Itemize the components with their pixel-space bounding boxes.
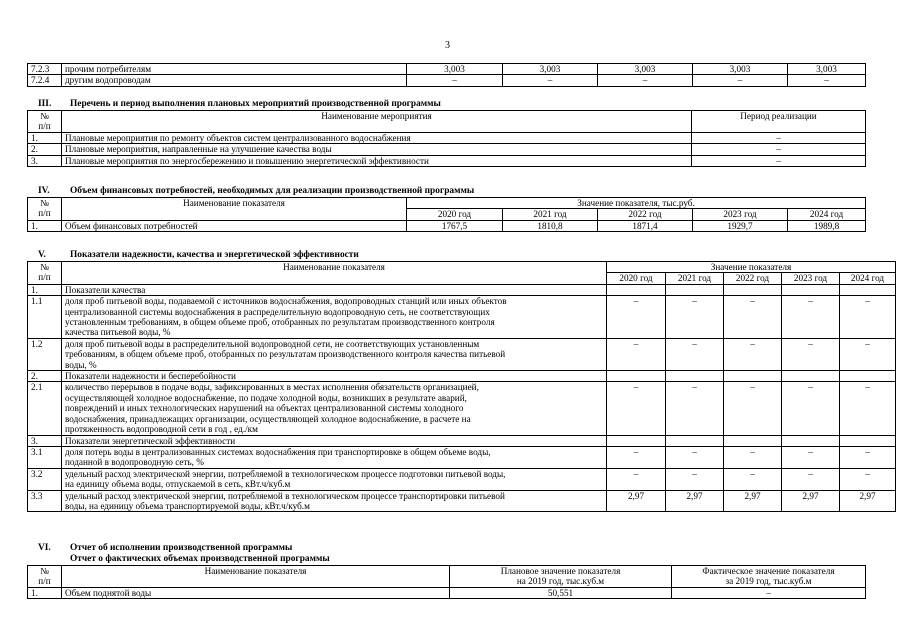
table-row [28, 284, 896, 295]
value-cell: 1989,8 [788, 220, 866, 231]
table-row [28, 338, 896, 370]
value-cell: 3,003 [693, 64, 788, 75]
section-6-subtitle [70, 554, 330, 564]
row-number: 3.2 [28, 468, 62, 490]
table-row [28, 446, 896, 468]
year-header: 2020 год [607, 273, 666, 284]
table-row [28, 468, 896, 490]
value-cell: – [503, 75, 598, 86]
value-cell [840, 371, 896, 382]
value-cell [666, 371, 724, 382]
section-title: Объем финансовых потребностей, необходимых для реализации производственной программы [70, 186, 475, 196]
value-cell [840, 284, 896, 295]
row-name: доля потерь воды в централизованных системах водоснабжения при транспортировке в общем объеме воды, поданной в водопроводную сеть, % [62, 446, 607, 468]
year-header: 2023 год [782, 273, 840, 284]
row-number: 7.2.4 [28, 75, 62, 86]
value-cell: 3,003 [503, 64, 598, 75]
value-cell: 3,003 [788, 64, 866, 75]
section-subtitle: Отчет о фактических объемах производственной программы [70, 554, 330, 564]
header-number: № п/п [28, 198, 62, 221]
row-name: другим водопроводам [62, 75, 407, 86]
value-cell: – [607, 296, 666, 339]
row-number: 2. [28, 144, 62, 155]
value-cell: 2,97 [607, 490, 666, 512]
table-row [28, 435, 896, 446]
value-cell: – [598, 75, 693, 86]
value-cell: – [693, 75, 788, 86]
value-cell: – [724, 382, 782, 435]
row-plan: 50,551 [450, 587, 672, 598]
value-cell: – [724, 338, 782, 370]
value-cell: – [724, 296, 782, 339]
row-name: прочим потребителям [62, 64, 407, 75]
row-name: доля проб питьевой воды, подаваемой с источников водоснабжения, водопроводных станций или иных объектов централизованной системы водоснабжения в распределительную водопроводную сеть, не соответствующих установленным требованиям, в общем объеме проб, отобранных по результатам производственного контроля качества питьевой воды, % [62, 296, 607, 339]
value-cell: 1871,4 [598, 220, 693, 231]
value-cell: – [782, 382, 840, 435]
row-number: 2. [28, 371, 62, 382]
year-header: 2022 год [724, 273, 782, 284]
row-number: 3.1 [28, 446, 62, 468]
header-number: № п/п [28, 262, 62, 285]
row-number: 1. [28, 284, 62, 295]
header-number: № п/п [28, 566, 62, 588]
section-number: III. [38, 99, 52, 109]
row-name: удельный расход электрической энергии, потребляемой в технологическом процессе транспортировки питьевой воды, на единицу объема транспортируемой воды, кВт.ч/куб.м [62, 490, 607, 512]
value-cell: – [724, 446, 782, 468]
row-name: Плановые мероприятия по ремонту объектов систем централизованного водоснабжения [62, 133, 692, 144]
row-name: Плановые мероприятия, направленные на улучшение качества воды [62, 144, 692, 155]
page-number: 3 [445, 40, 450, 51]
row-number: 1. [28, 133, 62, 144]
header-number: № п/п [28, 111, 62, 133]
year-header: 2024 год [788, 209, 866, 220]
value-cell: – [666, 382, 724, 435]
activities-table [27, 110, 866, 167]
value-cell: 3,003 [407, 64, 503, 75]
value-cell: 2,97 [782, 490, 840, 512]
value-cell: – [840, 296, 896, 339]
year-header: 2023 год [693, 209, 788, 220]
value-cell: – [782, 468, 840, 490]
section-title: Перечень и период выполнения плановых мероприятий производственной программы [70, 99, 441, 109]
value-cell: – [666, 296, 724, 339]
table-row [28, 490, 896, 512]
value-cell: – [607, 468, 666, 490]
section-title: Показатели надежности, качества и энергетической эффективности [70, 250, 359, 260]
row-number: 3.3 [28, 490, 62, 512]
row-name: Плановые мероприятия по энергосбережению и повышению энергетической эффективности [62, 155, 692, 166]
table-row [28, 296, 896, 339]
table-row [28, 155, 866, 166]
value-cell [666, 284, 724, 295]
value-cell [782, 435, 840, 446]
row-name: Показатели надежности и бесперебойности [62, 371, 607, 382]
value-cell: – [782, 338, 840, 370]
value-cell [782, 284, 840, 295]
header-row [28, 566, 866, 588]
table-row [28, 382, 896, 435]
section-number: V. [38, 250, 46, 260]
value-cell: – [407, 75, 503, 86]
year-header: 2020 год [407, 209, 503, 220]
table-row [28, 144, 866, 155]
value-cell: 1929,7 [693, 220, 788, 231]
table-row [28, 220, 866, 231]
row-name: Объем поднятой воды [62, 587, 450, 598]
value-cell: – [788, 75, 866, 86]
value-cell: 3,003 [598, 64, 693, 75]
value-cell: 2,97 [666, 490, 724, 512]
value-cell: 1767,5 [407, 220, 503, 231]
header-period: Период реализации [692, 111, 866, 133]
table-row [28, 75, 866, 86]
table-row [28, 64, 866, 75]
value-cell: – [666, 468, 724, 490]
table-row [28, 371, 896, 382]
header-name: Наименование показателя [62, 198, 407, 221]
header-row [28, 198, 866, 209]
row-name: Показатели энергетической эффективности [62, 435, 607, 446]
continuation-table [27, 63, 866, 87]
value-cell: – [840, 338, 896, 370]
header-name: Наименование показателя [62, 566, 450, 588]
value-cell [724, 371, 782, 382]
header-name: Наименование мероприятия [62, 111, 692, 133]
table-row [28, 133, 866, 144]
row-number: 1.1 [28, 296, 62, 339]
row-name: доля проб питьевой воды в распределительной водопроводной сети, не соответствующих установленным требованиям, в общем объеме проб, отобранных по результатам производственного контроля качества питьевой воды, % [62, 338, 607, 370]
value-cell: – [840, 382, 896, 435]
row-period: – [692, 133, 866, 144]
value-cell: 2,97 [840, 490, 896, 512]
section-title: Отчет об исполнении производственной программы [70, 543, 293, 553]
value-cell: – [840, 468, 896, 490]
row-name: количество перерывов в подаче воды, зафиксированных в местах исполнения обязательств организацией, осуществляющей холодное водоснабжение, по подаче холодной воды, возникших в результате аварий, повреждений и иных технологических нарушений на объектах централизованной системы холодного водоснабжения, принадлежащих организации, осуществляющей холодное водоснабжение, в расчете на протяженность водопроводной сети в год , ед./км [62, 382, 607, 435]
financial-table [27, 197, 866, 232]
row-number: 1. [28, 220, 62, 231]
indicators-table [27, 261, 896, 512]
value-cell: – [782, 446, 840, 468]
value-cell: – [782, 296, 840, 339]
row-number: 7.2.3 [28, 64, 62, 75]
value-cell: – [607, 382, 666, 435]
section-number: IV. [38, 186, 50, 196]
header-name: Наименование показателя [62, 262, 607, 285]
header-fact: Фактическое значение показателя за 2019 год, тыс.куб.м [672, 566, 866, 588]
year-header: 2021 год [666, 273, 724, 284]
value-cell [607, 435, 666, 446]
value-cell [666, 435, 724, 446]
row-number: 3. [28, 435, 62, 446]
value-cell [724, 284, 782, 295]
value-cell [607, 371, 666, 382]
header-row [28, 111, 866, 133]
row-number: 3. [28, 155, 62, 166]
row-fact: – [672, 587, 866, 598]
value-cell [840, 435, 896, 446]
table-row [28, 587, 866, 598]
header-value: Значение показателя, тыс.руб. [407, 198, 866, 209]
year-header: 2024 год [840, 273, 896, 284]
value-cell: – [607, 446, 666, 468]
row-period: – [692, 155, 866, 166]
year-header: 2021 год [503, 209, 598, 220]
value-cell: – [666, 446, 724, 468]
section-number: VI. [38, 543, 51, 553]
value-cell [782, 371, 840, 382]
row-period: – [692, 144, 866, 155]
value-cell [607, 284, 666, 295]
value-cell: 1810,8 [503, 220, 598, 231]
value-cell: – [607, 338, 666, 370]
value-cell: – [666, 338, 724, 370]
row-name: удельный расход электрической энергии, потребляемой в технологическом процессе подготовки питьевой воды, на единицу объема воды, отпускаемой в сеть, кВт.ч/куб.м [62, 468, 607, 490]
row-number: 1. [28, 587, 62, 598]
row-number: 1.2 [28, 338, 62, 370]
value-cell: – [840, 446, 896, 468]
year-header: 2022 год [598, 209, 693, 220]
row-name: Объем финансовых потребностей [62, 220, 407, 231]
header-value: Значение показателя [607, 262, 896, 273]
value-cell [724, 435, 782, 446]
value-cell: 2,97 [724, 490, 782, 512]
header-plan: Плановое значение показателя на 2019 год, тыс.куб.м [450, 566, 672, 588]
row-number: 2.1 [28, 382, 62, 435]
report-table [27, 565, 866, 599]
header-row [28, 262, 896, 273]
row-name: Показатели качества [62, 284, 607, 295]
value-cell: – [724, 468, 782, 490]
